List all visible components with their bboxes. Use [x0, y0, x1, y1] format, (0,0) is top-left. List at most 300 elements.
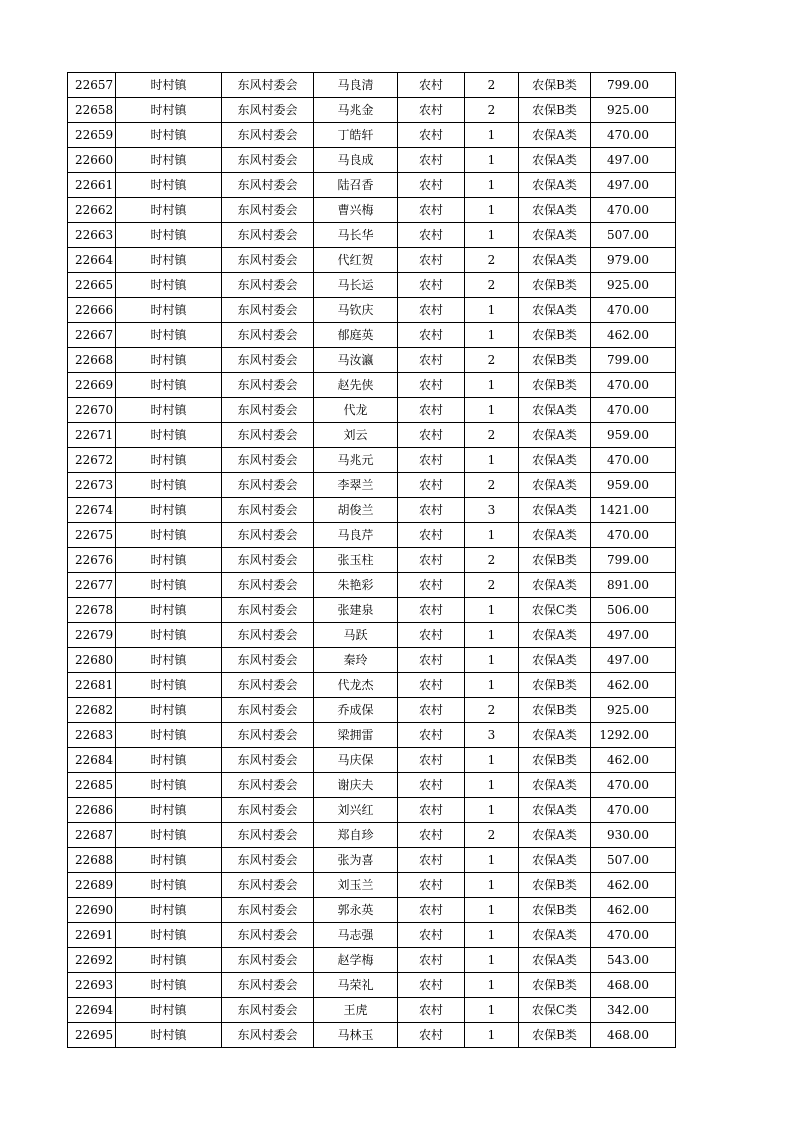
cell-area-type: 农村	[398, 98, 465, 123]
cell-area-type: 农村	[398, 223, 465, 248]
cell-amount: 507.00	[591, 848, 676, 873]
cell-household-count: 1	[465, 848, 519, 873]
cell-person-name: 马志强	[314, 923, 398, 948]
cell-amount: 507.00	[591, 223, 676, 248]
cell-town: 时村镇	[116, 748, 222, 773]
cell-village-committee: 东风村委会	[222, 373, 314, 398]
cell-amount: 497.00	[591, 173, 676, 198]
table-row	[68, 773, 676, 798]
cell-record-id: 22683	[68, 723, 116, 748]
cell-record-id: 22679	[68, 623, 116, 648]
cell-area-type: 农村	[398, 323, 465, 348]
cell-record-id: 22684	[68, 748, 116, 773]
cell-area-type: 农村	[398, 948, 465, 973]
cell-person-name: 马良芹	[314, 523, 398, 548]
cell-area-type: 农村	[398, 298, 465, 323]
table-row	[68, 848, 676, 873]
cell-area-type: 农村	[398, 148, 465, 173]
cell-person-name: 谢庆夫	[314, 773, 398, 798]
table-row	[68, 573, 676, 598]
cell-insurance-category: 农保A类	[519, 798, 591, 823]
data-table	[67, 72, 676, 1048]
table-row	[68, 998, 676, 1023]
cell-area-type: 农村	[398, 623, 465, 648]
cell-village-committee: 东风村委会	[222, 423, 314, 448]
cell-household-count: 1	[465, 523, 519, 548]
cell-record-id: 22687	[68, 823, 116, 848]
cell-town: 时村镇	[116, 673, 222, 698]
cell-insurance-category: 农保B类	[519, 373, 591, 398]
cell-town: 时村镇	[116, 298, 222, 323]
cell-insurance-category: 农保B类	[519, 898, 591, 923]
cell-household-count: 1	[465, 873, 519, 898]
cell-person-name: 张建泉	[314, 598, 398, 623]
cell-town: 时村镇	[116, 1023, 222, 1048]
cell-person-name: 马跃	[314, 623, 398, 648]
cell-record-id: 22663	[68, 223, 116, 248]
cell-area-type: 农村	[398, 1023, 465, 1048]
cell-amount: 462.00	[591, 873, 676, 898]
cell-record-id: 22660	[68, 148, 116, 173]
cell-village-committee: 东风村委会	[222, 798, 314, 823]
cell-household-count: 2	[465, 548, 519, 573]
cell-area-type: 农村	[398, 73, 465, 98]
cell-record-id: 22690	[68, 898, 116, 923]
cell-town: 时村镇	[116, 698, 222, 723]
cell-insurance-category: 农保A类	[519, 823, 591, 848]
cell-village-committee: 东风村委会	[222, 648, 314, 673]
cell-record-id: 22677	[68, 573, 116, 598]
cell-area-type: 农村	[398, 448, 465, 473]
cell-person-name: 马兆元	[314, 448, 398, 473]
cell-household-count: 1	[465, 1023, 519, 1048]
cell-household-count: 2	[465, 698, 519, 723]
cell-person-name: 王虎	[314, 998, 398, 1023]
cell-insurance-category: 农保A类	[519, 398, 591, 423]
cell-person-name: 李翠兰	[314, 473, 398, 498]
cell-person-name: 代龙	[314, 398, 398, 423]
cell-town: 时村镇	[116, 773, 222, 798]
cell-town: 时村镇	[116, 173, 222, 198]
cell-area-type: 农村	[398, 723, 465, 748]
cell-amount: 470.00	[591, 198, 676, 223]
cell-person-name: 马兆金	[314, 98, 398, 123]
cell-village-committee: 东风村委会	[222, 848, 314, 873]
cell-area-type: 农村	[398, 598, 465, 623]
cell-insurance-category: 农保B类	[519, 748, 591, 773]
cell-amount: 470.00	[591, 123, 676, 148]
cell-record-id: 22686	[68, 798, 116, 823]
cell-amount: 497.00	[591, 148, 676, 173]
cell-amount: 925.00	[591, 698, 676, 723]
cell-insurance-category: 农保A类	[519, 148, 591, 173]
cell-household-count: 3	[465, 498, 519, 523]
cell-record-id: 22665	[68, 273, 116, 298]
cell-town: 时村镇	[116, 548, 222, 573]
cell-amount: 959.00	[591, 473, 676, 498]
cell-area-type: 农村	[398, 423, 465, 448]
cell-village-committee: 东风村委会	[222, 473, 314, 498]
cell-amount: 468.00	[591, 1023, 676, 1048]
cell-village-committee: 东风村委会	[222, 398, 314, 423]
cell-record-id: 22693	[68, 973, 116, 998]
cell-record-id: 22680	[68, 648, 116, 673]
cell-village-committee: 东风村委会	[222, 973, 314, 998]
cell-person-name: 马汝瀛	[314, 348, 398, 373]
cell-village-committee: 东风村委会	[222, 73, 314, 98]
cell-area-type: 农村	[398, 523, 465, 548]
cell-amount: 506.00	[591, 598, 676, 623]
cell-town: 时村镇	[116, 273, 222, 298]
cell-town: 时村镇	[116, 948, 222, 973]
cell-amount: 497.00	[591, 623, 676, 648]
cell-amount: 470.00	[591, 523, 676, 548]
cell-household-count: 1	[465, 673, 519, 698]
cell-person-name: 朱艳彩	[314, 573, 398, 598]
cell-amount: 925.00	[591, 98, 676, 123]
cell-household-count: 1	[465, 173, 519, 198]
cell-village-committee: 东风村委会	[222, 498, 314, 523]
cell-town: 时村镇	[116, 323, 222, 348]
table-row	[68, 723, 676, 748]
cell-insurance-category: 农保C类	[519, 598, 591, 623]
cell-person-name: 马良清	[314, 73, 398, 98]
table-row	[68, 698, 676, 723]
cell-household-count: 1	[465, 373, 519, 398]
cell-household-count: 1	[465, 898, 519, 923]
table-row	[68, 298, 676, 323]
cell-record-id: 22659	[68, 123, 116, 148]
table-row	[68, 173, 676, 198]
cell-town: 时村镇	[116, 923, 222, 948]
cell-record-id: 22668	[68, 348, 116, 373]
cell-area-type: 农村	[398, 648, 465, 673]
cell-area-type: 农村	[398, 373, 465, 398]
cell-person-name: 郭永英	[314, 898, 398, 923]
cell-person-name: 赵先侠	[314, 373, 398, 398]
cell-town: 时村镇	[116, 723, 222, 748]
cell-insurance-category: 农保A类	[519, 448, 591, 473]
cell-person-name: 马荣礼	[314, 973, 398, 998]
table-row	[68, 473, 676, 498]
cell-village-committee: 东风村委会	[222, 698, 314, 723]
cell-person-name: 张为喜	[314, 848, 398, 873]
cell-insurance-category: 农保B类	[519, 323, 591, 348]
cell-household-count: 1	[465, 198, 519, 223]
cell-village-committee: 东风村委会	[222, 348, 314, 373]
cell-household-count: 2	[465, 473, 519, 498]
cell-town: 时村镇	[116, 373, 222, 398]
table-row	[68, 873, 676, 898]
cell-area-type: 农村	[398, 273, 465, 298]
cell-record-id: 22671	[68, 423, 116, 448]
cell-household-count: 2	[465, 573, 519, 598]
cell-amount: 799.00	[591, 548, 676, 573]
cell-area-type: 农村	[398, 173, 465, 198]
cell-household-count: 1	[465, 748, 519, 773]
cell-insurance-category: 农保A类	[519, 923, 591, 948]
cell-village-committee: 东风村委会	[222, 198, 314, 223]
cell-amount: 959.00	[591, 423, 676, 448]
cell-town: 时村镇	[116, 223, 222, 248]
cell-person-name: 赵学梅	[314, 948, 398, 973]
cell-town: 时村镇	[116, 473, 222, 498]
cell-village-committee: 东风村委会	[222, 248, 314, 273]
cell-person-name: 胡俊兰	[314, 498, 398, 523]
cell-insurance-category: 农保B类	[519, 348, 591, 373]
cell-town: 时村镇	[116, 73, 222, 98]
cell-record-id: 22657	[68, 73, 116, 98]
cell-area-type: 农村	[398, 748, 465, 773]
cell-town: 时村镇	[116, 973, 222, 998]
cell-household-count: 1	[465, 623, 519, 648]
cell-village-committee: 东风村委会	[222, 273, 314, 298]
cell-record-id: 22669	[68, 373, 116, 398]
cell-person-name: 马长华	[314, 223, 398, 248]
cell-household-count: 2	[465, 273, 519, 298]
cell-town: 时村镇	[116, 148, 222, 173]
cell-amount: 543.00	[591, 948, 676, 973]
cell-village-committee: 东风村委会	[222, 123, 314, 148]
cell-village-committee: 东风村委会	[222, 98, 314, 123]
cell-record-id: 22673	[68, 473, 116, 498]
cell-insurance-category: 农保A类	[519, 198, 591, 223]
table-row	[68, 223, 676, 248]
cell-insurance-category: 农保B类	[519, 273, 591, 298]
cell-village-committee: 东风村委会	[222, 448, 314, 473]
cell-area-type: 农村	[398, 548, 465, 573]
cell-insurance-category: 农保A类	[519, 773, 591, 798]
cell-record-id: 22674	[68, 498, 116, 523]
table-row	[68, 98, 676, 123]
table-row	[68, 748, 676, 773]
cell-village-committee: 东风村委会	[222, 998, 314, 1023]
cell-record-id: 22662	[68, 198, 116, 223]
cell-household-count: 1	[465, 598, 519, 623]
cell-amount: 891.00	[591, 573, 676, 598]
cell-area-type: 农村	[398, 873, 465, 898]
cell-household-count: 2	[465, 423, 519, 448]
table-row	[68, 423, 676, 448]
cell-insurance-category: 农保B类	[519, 548, 591, 573]
cell-person-name: 马长运	[314, 273, 398, 298]
cell-household-count: 1	[465, 948, 519, 973]
cell-household-count: 1	[465, 998, 519, 1023]
cell-person-name: 马庆保	[314, 748, 398, 773]
cell-household-count: 2	[465, 248, 519, 273]
cell-household-count: 1	[465, 648, 519, 673]
cell-record-id: 22676	[68, 548, 116, 573]
table-row	[68, 548, 676, 573]
cell-record-id: 22685	[68, 773, 116, 798]
cell-town: 时村镇	[116, 848, 222, 873]
cell-amount: 470.00	[591, 373, 676, 398]
table-body	[68, 73, 676, 1048]
cell-household-count: 3	[465, 723, 519, 748]
cell-person-name: 陆召香	[314, 173, 398, 198]
cell-insurance-category: 农保A类	[519, 423, 591, 448]
cell-village-committee: 东风村委会	[222, 873, 314, 898]
cell-village-committee: 东风村委会	[222, 673, 314, 698]
cell-town: 时村镇	[116, 498, 222, 523]
cell-town: 时村镇	[116, 573, 222, 598]
table-row	[68, 148, 676, 173]
cell-amount: 462.00	[591, 323, 676, 348]
cell-village-committee: 东风村委会	[222, 173, 314, 198]
cell-village-committee: 东风村委会	[222, 723, 314, 748]
cell-record-id: 22658	[68, 98, 116, 123]
cell-village-committee: 东风村委会	[222, 923, 314, 948]
cell-household-count: 1	[465, 323, 519, 348]
cell-household-count: 1	[465, 123, 519, 148]
cell-village-committee: 东风村委会	[222, 823, 314, 848]
cell-insurance-category: 农保A类	[519, 723, 591, 748]
table-row	[68, 523, 676, 548]
cell-town: 时村镇	[116, 98, 222, 123]
cell-insurance-category: 农保A类	[519, 123, 591, 148]
cell-record-id: 22694	[68, 998, 116, 1023]
cell-area-type: 农村	[398, 773, 465, 798]
cell-town: 时村镇	[116, 198, 222, 223]
cell-amount: 462.00	[591, 898, 676, 923]
cell-record-id: 22695	[68, 1023, 116, 1048]
cell-household-count: 1	[465, 798, 519, 823]
table-row	[68, 823, 676, 848]
cell-amount: 979.00	[591, 248, 676, 273]
cell-record-id: 22678	[68, 598, 116, 623]
cell-person-name: 刘玉兰	[314, 873, 398, 898]
cell-village-committee: 东风村委会	[222, 623, 314, 648]
cell-person-name: 刘兴红	[314, 798, 398, 823]
cell-record-id: 22681	[68, 673, 116, 698]
cell-amount: 470.00	[591, 448, 676, 473]
cell-town: 时村镇	[116, 623, 222, 648]
table-row	[68, 398, 676, 423]
cell-area-type: 农村	[398, 898, 465, 923]
cell-village-committee: 东风村委会	[222, 223, 314, 248]
cell-town: 时村镇	[116, 248, 222, 273]
cell-record-id: 22670	[68, 398, 116, 423]
cell-amount: 342.00	[591, 998, 676, 1023]
cell-person-name: 丁皓轩	[314, 123, 398, 148]
cell-area-type: 农村	[398, 923, 465, 948]
cell-town: 时村镇	[116, 423, 222, 448]
cell-insurance-category: 农保B类	[519, 98, 591, 123]
cell-insurance-category: 农保A类	[519, 498, 591, 523]
table-row	[68, 198, 676, 223]
cell-village-committee: 东风村委会	[222, 148, 314, 173]
cell-insurance-category: 农保A类	[519, 223, 591, 248]
cell-insurance-category: 农保B类	[519, 1023, 591, 1048]
cell-area-type: 农村	[398, 498, 465, 523]
cell-household-count: 1	[465, 223, 519, 248]
cell-amount: 462.00	[591, 748, 676, 773]
cell-area-type: 农村	[398, 848, 465, 873]
cell-amount: 470.00	[591, 398, 676, 423]
cell-record-id: 22689	[68, 873, 116, 898]
table-row	[68, 973, 676, 998]
cell-record-id: 22666	[68, 298, 116, 323]
cell-insurance-category: 农保B类	[519, 698, 591, 723]
table-row	[68, 273, 676, 298]
table-row	[68, 323, 676, 348]
table-row	[68, 923, 676, 948]
cell-household-count: 1	[465, 398, 519, 423]
cell-person-name: 曹兴梅	[314, 198, 398, 223]
cell-village-committee: 东风村委会	[222, 748, 314, 773]
cell-town: 时村镇	[116, 348, 222, 373]
cell-town: 时村镇	[116, 398, 222, 423]
table-row	[68, 73, 676, 98]
table-row	[68, 448, 676, 473]
table-row	[68, 898, 676, 923]
cell-village-committee: 东风村委会	[222, 323, 314, 348]
cell-household-count: 2	[465, 73, 519, 98]
cell-area-type: 农村	[398, 673, 465, 698]
cell-village-committee: 东风村委会	[222, 1023, 314, 1048]
cell-area-type: 农村	[398, 398, 465, 423]
cell-person-name: 马林玉	[314, 1023, 398, 1048]
cell-village-committee: 东风村委会	[222, 298, 314, 323]
table-row	[68, 123, 676, 148]
cell-record-id: 22682	[68, 698, 116, 723]
cell-area-type: 农村	[398, 473, 465, 498]
table-row	[68, 1023, 676, 1048]
cell-amount: 1421.00	[591, 498, 676, 523]
cell-village-committee: 东风村委会	[222, 598, 314, 623]
cell-person-name: 代龙杰	[314, 673, 398, 698]
cell-amount: 470.00	[591, 773, 676, 798]
cell-area-type: 农村	[398, 573, 465, 598]
cell-insurance-category: 农保B类	[519, 873, 591, 898]
cell-person-name: 张玉柱	[314, 548, 398, 573]
table-row	[68, 348, 676, 373]
cell-insurance-category: 农保A类	[519, 623, 591, 648]
cell-household-count: 1	[465, 298, 519, 323]
cell-household-count: 1	[465, 448, 519, 473]
cell-area-type: 农村	[398, 698, 465, 723]
cell-amount: 930.00	[591, 823, 676, 848]
cell-area-type: 农村	[398, 348, 465, 373]
cell-area-type: 农村	[398, 198, 465, 223]
cell-town: 时村镇	[116, 898, 222, 923]
cell-town: 时村镇	[116, 448, 222, 473]
cell-amount: 925.00	[591, 273, 676, 298]
cell-insurance-category: 农保A类	[519, 173, 591, 198]
cell-town: 时村镇	[116, 823, 222, 848]
cell-insurance-category: 农保C类	[519, 998, 591, 1023]
cell-record-id: 22688	[68, 848, 116, 873]
cell-household-count: 1	[465, 923, 519, 948]
cell-insurance-category: 农保B类	[519, 673, 591, 698]
cell-household-count: 2	[465, 348, 519, 373]
page-table-container	[67, 72, 675, 1048]
cell-person-name: 郑自珍	[314, 823, 398, 848]
cell-amount: 468.00	[591, 973, 676, 998]
cell-village-committee: 东风村委会	[222, 523, 314, 548]
cell-amount: 470.00	[591, 298, 676, 323]
cell-village-committee: 东风村委会	[222, 573, 314, 598]
cell-record-id: 22664	[68, 248, 116, 273]
cell-area-type: 农村	[398, 823, 465, 848]
cell-village-committee: 东风村委会	[222, 948, 314, 973]
cell-area-type: 农村	[398, 798, 465, 823]
table-row	[68, 248, 676, 273]
table-row	[68, 948, 676, 973]
cell-person-name: 马钦庆	[314, 298, 398, 323]
cell-record-id: 22661	[68, 173, 116, 198]
cell-insurance-category: 农保A类	[519, 298, 591, 323]
